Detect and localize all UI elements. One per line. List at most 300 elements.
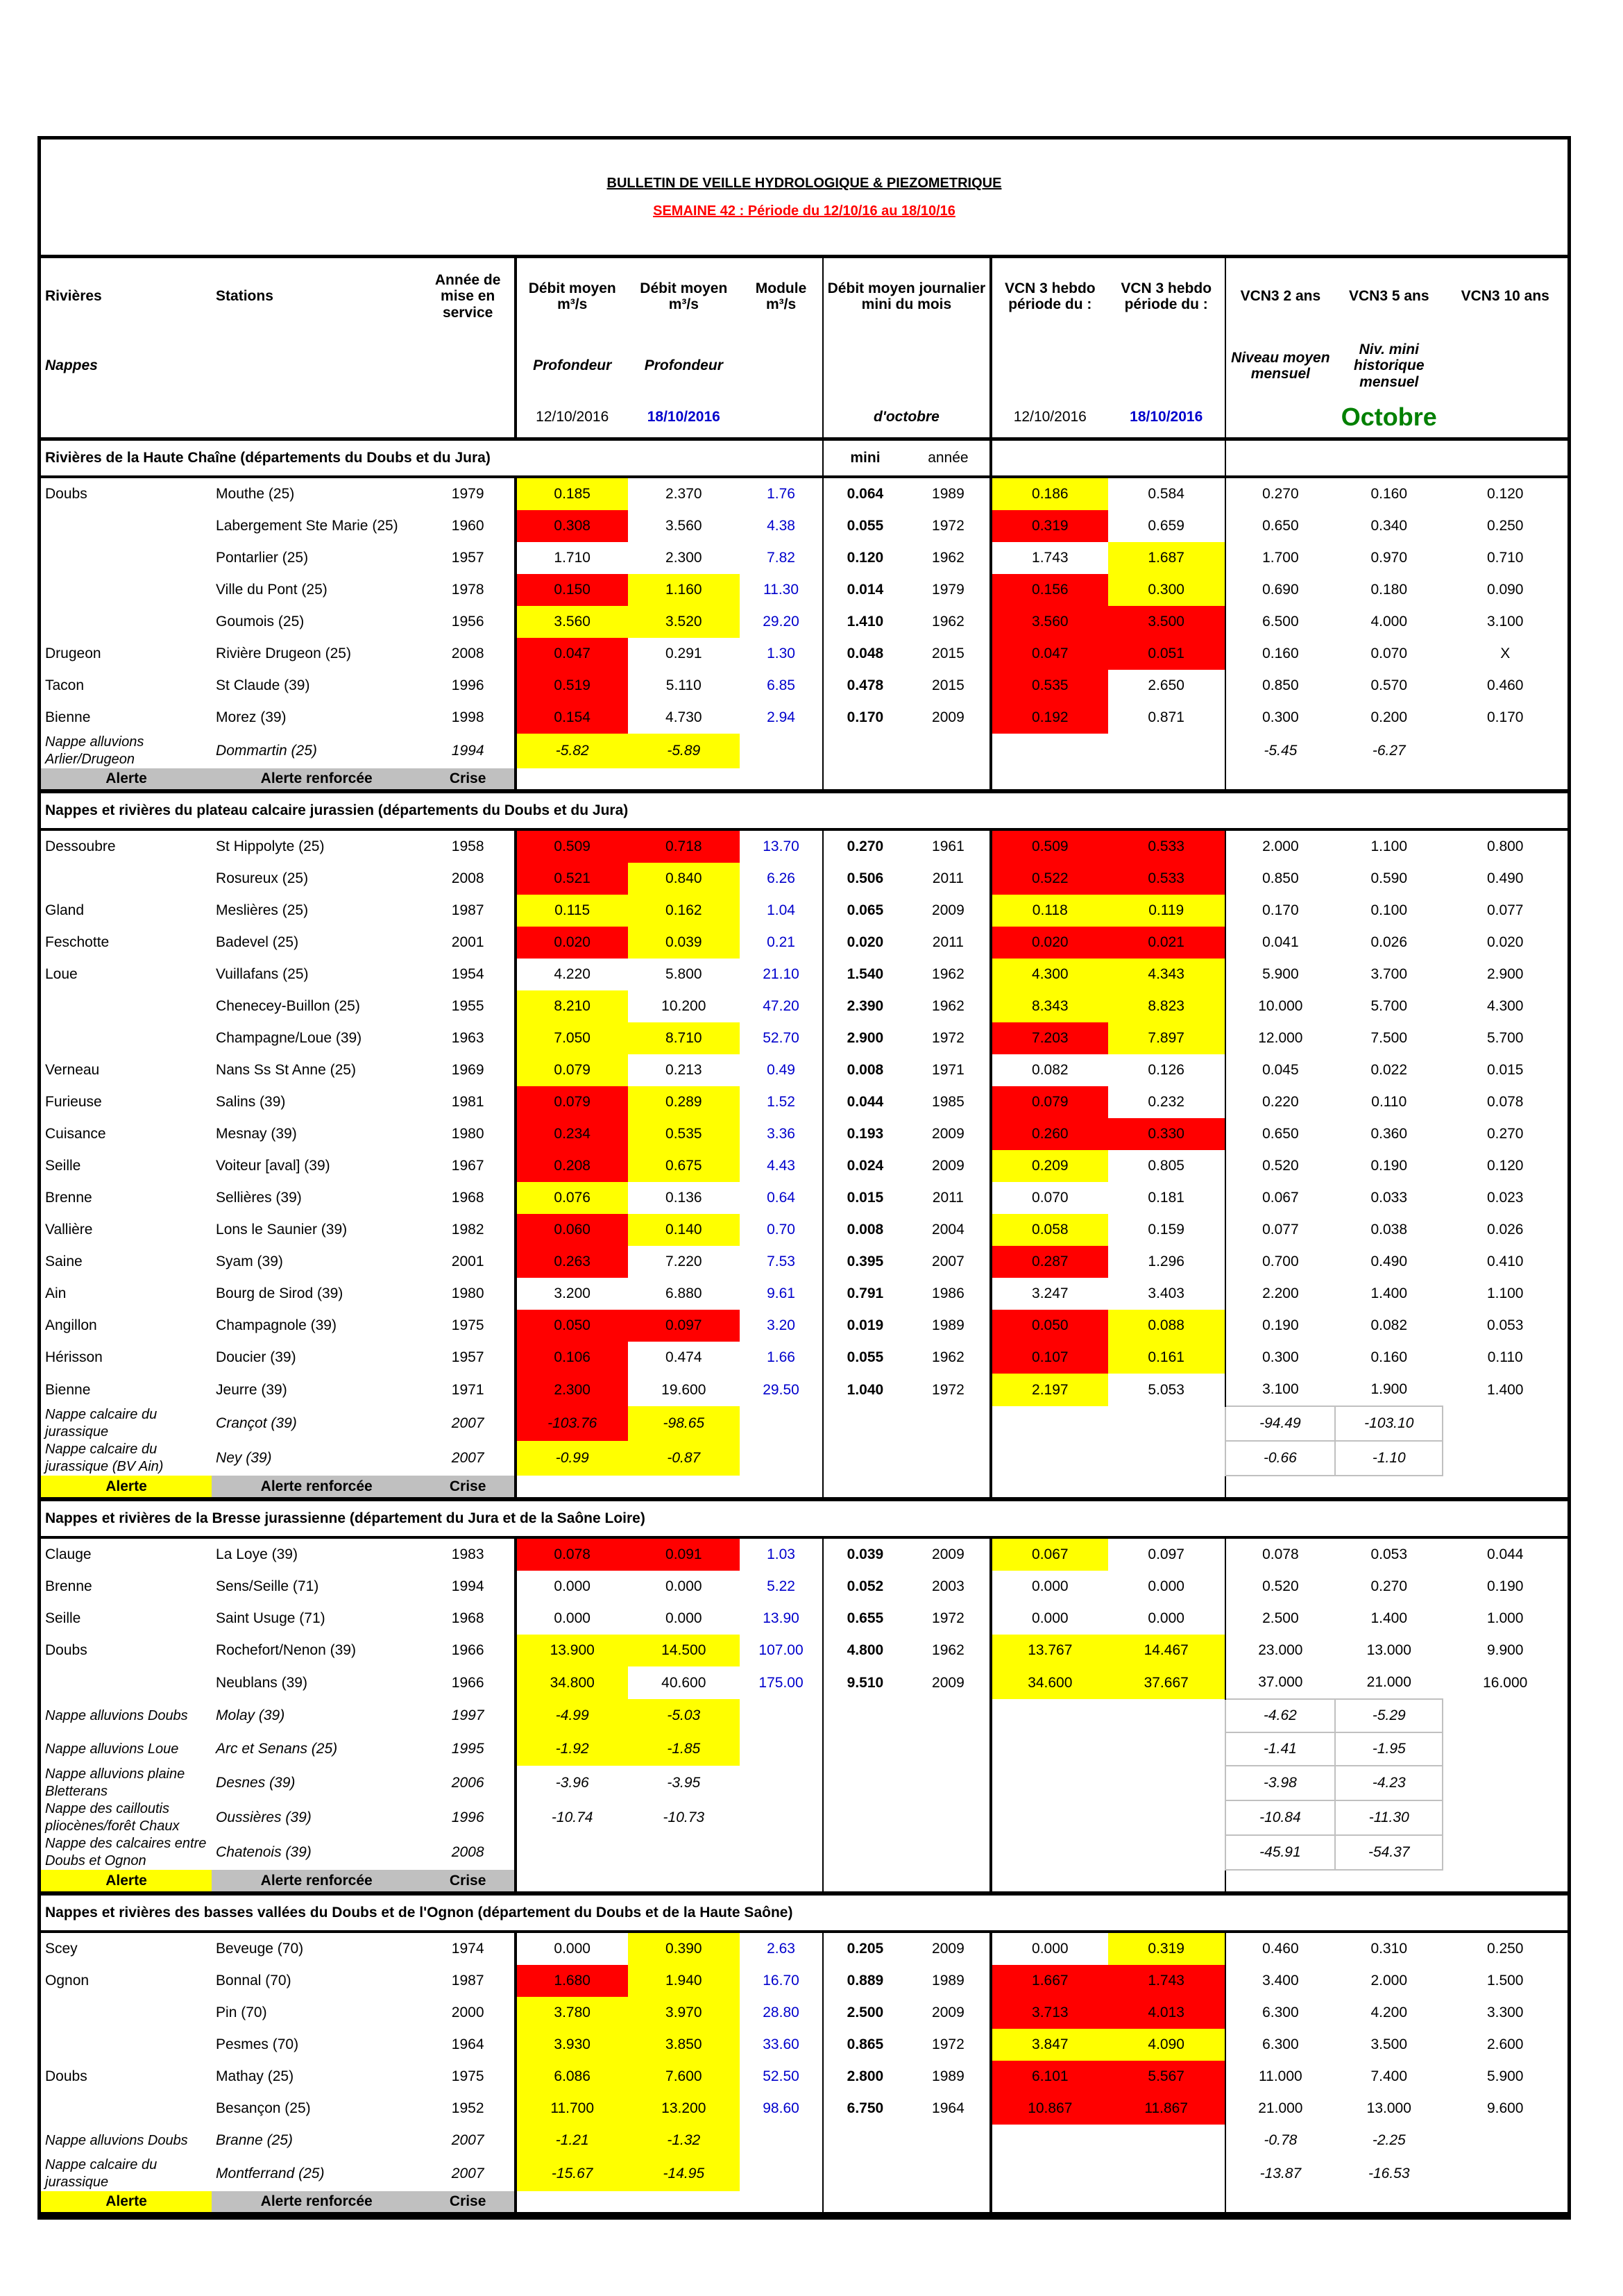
vcn3-5ans: 0.200 [1370,709,1408,726]
vcn3-10ans: 0.020 [1486,934,1524,951]
vcn3-5ans: 7.500 [1370,1030,1408,1047]
empty-cell [991,1699,1225,1732]
vcn3-10ans: 4.300 [1486,998,1524,1015]
vcn3-2ans: 0.650 [1225,1118,1335,1150]
module-value: 0.21 [767,934,795,951]
module-value: 1.52 [767,1094,795,1111]
aquifer-name: Nappe des calcaires entre Doubs et Ognon [45,1836,207,1868]
flow-12-10: 0.000 [516,1932,628,1965]
flow-18-10: 19.600 [661,1381,706,1398]
module-value: 1.04 [767,902,795,919]
empty-cell [991,768,1225,791]
niveau-moyen-mensuel: -1.41 [1225,1732,1335,1766]
vcn3-10ans: 0.800 [1486,838,1524,855]
station-row [41,1342,1567,1374]
year-in-service: 2007 [451,2132,484,2149]
vcn3-10ans: 1.400 [1486,1381,1524,1398]
vcn3-10ans: 0.460 [1486,677,1524,694]
station-name: Besançon (25) [216,2100,311,2117]
river-name: Saine [45,1253,83,1270]
station-name: Mesnay (39) [216,1126,297,1142]
station-row [41,574,1567,606]
flow-18-10: 4.730 [665,709,702,726]
module-value: 7.53 [767,1253,795,1270]
aquifer-name: Nappe alluvions Loue [45,1741,179,1757]
module-value: 16.70 [763,1973,799,1989]
legend-alerte: Alerte [41,1476,212,1499]
title-block [41,140,1567,257]
flow-12-10: 0.115 [516,895,628,927]
vcn3-12-10: 0.079 [991,1086,1108,1118]
flow-12-10: 11.700 [516,2093,628,2125]
station-row [41,2029,1567,2061]
min-flow-year: 1962 [932,998,965,1015]
aquifer-name: Nappe calcaire du jurassique [45,1407,158,1440]
year-in-service: 1963 [451,1030,484,1047]
station-name: Ville du Pont (25) [216,582,328,598]
col-profondeur1: Profondeur [516,335,628,397]
flow-18-10: 10.200 [661,998,706,1015]
river-name: Scey [45,1941,78,1957]
vcn3-12-10: 3.713 [991,1997,1108,2029]
module-value: 52.50 [763,2068,799,2085]
module-value: 107.00 [758,1642,804,1659]
module-value: 9.61 [767,1285,795,1302]
depth-12-10 [516,1835,628,1870]
col-debit-mini: Débit moyen journalier mini du mois [823,257,991,335]
station-row [41,510,1567,542]
empty-cell [823,1441,991,1476]
flow-18-10: 0.840 [628,863,740,895]
river-name [41,2029,212,2061]
vcn3-2ans: 0.045 [1225,1054,1335,1086]
vcn3-18-10: 2.650 [1148,677,1184,694]
niveau-moyen-mensuel: -3.98 [1225,1766,1335,1800]
vcn3-5ans: 0.490 [1370,1253,1408,1270]
river-name: Furieuse [45,1094,102,1111]
module-value: 52.70 [763,1030,799,1047]
empty-cell [991,1835,1225,1870]
flow-18-10: 8.710 [628,1022,740,1054]
station-row [41,1571,1567,1603]
min-flow-year: 1962 [932,614,965,630]
vcn3-18-10: 14.467 [1108,1635,1225,1666]
river-name: Angillon [45,1317,97,1334]
river-name: Dessoubre [45,838,116,855]
nappe-row [41,1732,1567,1766]
vcn3-5ans: 0.100 [1370,902,1408,919]
year-in-service: 1975 [451,1317,484,1334]
vcn3-18-10: 0.088 [1108,1310,1225,1342]
min-flow-year: 1972 [932,518,965,534]
station-row [41,2061,1567,2093]
label-annee-min: année [907,439,991,478]
year-in-service: 1966 [451,1642,484,1659]
depth-12-10: -103.76 [516,1406,628,1441]
col-debit2: Débit moyen m³/s [640,280,728,312]
river-name: Hérisson [45,1349,103,1366]
vcn3-5ans: 0.038 [1370,1222,1408,1238]
niveau-moyen-mensuel: -0.78 [1225,2125,1335,2156]
vcn3-10ans: 0.120 [1486,1158,1524,1174]
vcn3-18-10: 0.319 [1108,1932,1225,1965]
vcn3-12-10: 0.082 [991,1054,1108,1086]
empty-cell [991,1766,1225,1800]
flow-12-10: 0.078 [516,1537,628,1571]
min-daily-flow: 0.205 [823,1932,907,1965]
vcn3-10ans: 0.490 [1486,870,1524,887]
vcn3-18-10: 0.051 [1108,638,1225,670]
min-flow-year: 2011 [932,1190,964,1206]
empty-cell [1443,1441,1567,1476]
year-in-service: 1974 [451,1941,484,1957]
vcn3-10ans: 0.250 [1486,518,1524,534]
empty-cell [991,2125,1225,2156]
date-vcn2: 18/10/2016 [1108,397,1225,439]
vcn3-12-10: 1.743 [991,542,1108,574]
flow-18-10: 3.850 [628,2029,740,2061]
vcn3-5ans: 1.400 [1370,1610,1408,1627]
year-in-service: 1957 [451,1349,484,1366]
legend-alerte: Alerte [41,768,212,791]
min-flow-year: 2009 [932,1546,965,1563]
station-row [41,1603,1567,1635]
station-name: Champagne/Loue (39) [216,1030,362,1047]
col-vcn3-2ans: VCN3 2 ans [1225,257,1335,335]
label-doctobre: d'octobre [823,397,991,439]
river-name: Drugeon [45,645,101,662]
flow-18-10: 13.200 [628,2093,740,2125]
aquifer-name: Nappe alluvions Doubs [45,2132,188,2148]
vcn3-18-10: 5.567 [1108,2061,1225,2093]
depth-18-10: -98.65 [628,1406,740,1441]
vcn3-12-10: 0.192 [991,702,1108,734]
year-in-service: 1980 [451,1285,484,1302]
empty-cell [740,1406,823,1441]
vcn3-2ans: 11.000 [1225,2061,1335,2093]
vcn3-2ans: 37.000 [1225,1666,1335,1699]
label-octobre: Octobre [1335,397,1443,439]
flow-18-10: 0.091 [628,1537,740,1571]
year-in-service: 2000 [451,2004,484,2021]
station-row [41,1246,1567,1278]
empty-cell [823,1766,991,1800]
col-niveau-moyen: Niveau moyen mensuel [1225,335,1335,397]
vcn3-12-10: 0.000 [991,1603,1108,1635]
flow-12-10: 2.300 [516,1374,628,1406]
empty-cell [1225,768,1567,791]
station-row [41,1214,1567,1246]
flow-12-10: 7.050 [516,1022,628,1054]
year-in-service: 1979 [451,486,484,503]
empty-cell [991,1732,1225,1766]
vcn3-2ans: 0.850 [1225,670,1335,702]
nappe-row [41,1699,1567,1732]
depth-12-10: -15.67 [516,2156,628,2191]
min-flow-year: 2009 [932,2004,965,2021]
module-value: 7.82 [767,550,795,566]
vcn3-12-10: 0.509 [991,829,1108,863]
vcn3-10ans: 0.170 [1486,709,1524,726]
vcn3-5ans: 0.033 [1370,1190,1408,1206]
station-row [41,1278,1567,1310]
river-name: Vallière [45,1222,93,1238]
bulletin-table [41,140,1567,2216]
depth-12-10: -1.92 [516,1732,628,1766]
empty-cell [1443,1406,1567,1441]
vcn3-18-10: 0.871 [1148,709,1184,726]
vcn3-18-10: 0.232 [1148,1094,1184,1111]
vcn3-12-10: 8.343 [991,990,1108,1022]
min-flow-year: 1962 [932,966,965,983]
section-header [41,439,1567,478]
vcn3-10ans: 0.077 [1486,902,1524,919]
min-daily-flow: 0.008 [823,1054,907,1086]
vcn3-12-10: 0.287 [991,1246,1108,1278]
col-profondeur2: Profondeur [644,357,723,374]
flow-12-10: 0.060 [516,1214,628,1246]
year-in-service: 1998 [451,709,484,726]
niv-mini-historique: -16.53 [1368,2166,1410,2182]
min-daily-flow: 0.044 [823,1086,907,1118]
empty-cell [823,768,991,791]
flow-12-10: 3.780 [516,1997,628,2029]
station-name: Meslières (25) [216,902,309,919]
vcn3-12-10: 0.047 [991,638,1108,670]
col-vcn3-10ans: VCN3 10 ans [1461,288,1549,305]
niveau-moyen-mensuel: -10.84 [1225,1800,1335,1835]
vcn3-18-10: 5.053 [1148,1381,1184,1398]
vcn3-12-10: 10.867 [991,2093,1108,2125]
empty-cell [991,1870,1225,1893]
vcn3-2ans: 0.078 [1225,1537,1335,1571]
vcn3-2ans: 0.460 [1225,1932,1335,1965]
flow-12-10: 0.047 [516,638,628,670]
vcn3-12-10: 0.319 [991,510,1108,542]
empty-cell [740,1441,823,1476]
vcn3-12-10: 4.300 [991,959,1108,990]
year-in-service: 1960 [451,518,484,534]
depth-12-10: -4.99 [516,1699,628,1732]
nappe-row [41,2156,1567,2191]
vcn3-10ans: 1.000 [1486,1610,1524,1627]
vcn3-12-10: 0.156 [991,574,1108,606]
bulletin-title: BULLETIN DE VEILLE HYDROLOGIQUE & PIEZOMETRIQUE [606,176,1002,191]
vcn3-2ans: 6.300 [1225,1997,1335,2029]
bulletin-subtitle: SEMAINE 42 : Période du 12/10/16 au 18/10/16 [653,203,955,219]
year-in-service: 1980 [451,1126,484,1142]
flow-12-10: 1.680 [516,1965,628,1997]
depth-18-10: -10.73 [663,1809,705,1826]
min-flow-year: 2015 [932,645,965,662]
vcn3-10ans: 5.900 [1486,2068,1524,2085]
min-flow-year: 1989 [932,486,965,503]
vcn3-18-10: 1.687 [1108,542,1225,574]
flow-18-10: 0.213 [665,1062,702,1079]
station-name: Nans Ss St Anne (25) [216,1062,356,1079]
vcn3-12-10: 0.067 [991,1537,1108,1571]
flow-18-10: 3.970 [628,1997,740,2029]
station-row [41,477,1567,510]
nappe-row [41,1766,1567,1800]
station-row [41,1997,1567,2029]
river-name: Loue [45,966,78,983]
flow-12-10: 0.106 [516,1342,628,1374]
vcn3-18-10: 0.097 [1148,1546,1184,1563]
vcn3-18-10: 7.897 [1108,1022,1225,1054]
nappe-row [41,1441,1567,1476]
empty-cell [740,1766,823,1800]
vcn3-2ans: 10.000 [1225,990,1335,1022]
station-row [41,1635,1567,1666]
empty-cell [740,734,823,768]
header-row-1 [41,257,1567,335]
flow-12-10: 0.509 [516,829,628,863]
vcn3-18-10: 37.667 [1108,1666,1225,1699]
vcn3-12-10: 34.600 [991,1666,1108,1699]
station-name: La Loye (39) [216,1546,298,1563]
vcn3-10ans: 0.044 [1486,1546,1524,1563]
flow-12-10: 34.800 [516,1666,628,1699]
vcn3-2ans: 2.500 [1225,1603,1335,1635]
empty-cell [991,1476,1225,1499]
min-flow-year: 2011 [932,934,964,951]
col-annee: Année de mise en service [434,272,501,321]
station-name: Labergement Ste Marie (25) [216,518,398,534]
vcn3-10ans: 0.270 [1486,1126,1524,1142]
col-rivieres: Rivières [45,288,102,305]
station-name: Beveuge (70) [216,1941,304,1957]
min-daily-flow: 2.900 [823,1022,907,1054]
section-title: Nappes et rivières de la Bresse jurassienne (département du Jura et de la Saône Loire) [41,1499,1567,1537]
station-name: Montferrand (25) [216,2166,325,2182]
min-daily-flow: 0.048 [823,638,907,670]
module-value: 1.76 [767,486,795,503]
vcn3-2ans: 0.300 [1225,702,1335,734]
flow-12-10: 13.900 [516,1635,628,1666]
niv-mini-historique: -1.10 [1335,1441,1443,1476]
section-title: Nappes et rivières des basses vallées du Doubs et de l'Ognon (département du Doubs et de la Haute Saône) [41,1893,1567,1932]
aquifer-name: Nappe des cailloutis pliocènes/forêt Chaux [45,1801,180,1834]
year-in-service: 1982 [451,1222,484,1238]
empty-cell [1443,1699,1567,1732]
vcn3-5ans: 13.000 [1366,1642,1411,1659]
station-name: Doucier (39) [216,1349,296,1366]
flow-12-10: 0.000 [516,1603,628,1635]
module-value: 4.43 [767,1158,795,1174]
depth-12-10: -0.99 [516,1441,628,1476]
river-name: Ognon [45,1973,90,1989]
river-name [41,1666,212,1699]
module-value: 47.20 [763,998,799,1015]
station-name: Chenecey-Buillon (25) [216,998,360,1015]
module-value: 0.49 [767,1062,795,1079]
empty-cell [740,1835,823,1870]
station-name: Rosureux (25) [216,870,309,887]
flow-12-10: 0.079 [516,1054,628,1086]
section-header [41,1893,1567,1932]
vcn3-18-10: 0.584 [1148,486,1184,503]
empty-cell [823,1406,991,1441]
flow-18-10: 0.000 [665,1610,702,1627]
river-name: Doubs [45,2068,87,2085]
vcn3-10ans: 0.120 [1486,486,1524,503]
module-value: 33.60 [763,2036,799,2053]
vcn3-5ans: 0.190 [1370,1158,1408,1174]
river-name [41,606,212,638]
module-value: 6.26 [767,870,795,887]
vcn3-18-10: 4.343 [1108,959,1225,990]
flow-18-10: 0.097 [628,1310,740,1342]
vcn3-2ans: 3.100 [1225,1374,1335,1406]
year-in-service: 2007 [451,1450,484,1467]
depth-18-10: -1.32 [628,2125,740,2156]
min-daily-flow: 1.040 [823,1374,907,1406]
vcn3-18-10: 0.126 [1148,1062,1184,1079]
flow-18-10: 3.560 [665,518,702,534]
flow-12-10: 0.076 [516,1182,628,1214]
niv-mini-historique: -1.95 [1335,1732,1443,1766]
flow-12-10: 0.050 [516,1310,628,1342]
station-row [41,895,1567,927]
river-name: Cuisance [45,1126,106,1142]
min-daily-flow: 0.193 [823,1118,907,1150]
flow-18-10: 7.220 [665,1253,702,1270]
empty-cell [823,734,991,768]
station-row [41,670,1567,702]
min-daily-flow: 0.020 [823,927,907,959]
legend-crise: Crise [421,1870,516,1893]
depth-18-10: -5.03 [628,1699,740,1732]
vcn3-18-10: 0.000 [1148,1578,1184,1595]
vcn3-10ans: 0.710 [1486,550,1524,566]
min-daily-flow: 0.024 [823,1150,907,1182]
depth-18-10: -14.95 [628,2156,740,2191]
flow-18-10: 0.000 [665,1578,702,1595]
station-row [41,1666,1567,1699]
river-name [41,2093,212,2125]
min-daily-flow: 0.065 [823,895,907,927]
vcn3-12-10: 1.667 [991,1965,1108,1997]
vcn3-18-10: 4.013 [1108,1997,1225,2029]
min-daily-flow: 0.052 [823,1571,907,1603]
flow-18-10: 7.600 [628,2061,740,2093]
module-value: 1.30 [767,645,795,662]
year-in-service: 1968 [451,1610,484,1627]
legend-crise: Crise [421,1476,516,1499]
vcn3-18-10: 0.533 [1108,829,1225,863]
flow-12-10: 0.519 [516,670,628,702]
station-row [41,1054,1567,1086]
legend-alerte-renforcee: Alerte renforcée [212,1476,421,1499]
col-module: Module m³/s [755,280,807,312]
year-in-service: 1995 [451,1741,484,1757]
min-daily-flow: 0.655 [823,1603,907,1635]
min-daily-flow: 0.055 [823,1342,907,1374]
vcn3-18-10: 4.090 [1108,2029,1225,2061]
flow-12-10: 0.079 [516,1086,628,1118]
min-flow-year: 1972 [932,1610,965,1627]
vcn3-5ans: 0.270 [1370,1578,1408,1595]
module-value: 2.63 [767,1941,795,1957]
empty-cell [1443,734,1567,768]
year-in-service: 2006 [451,1775,484,1791]
vcn3-10ans: 9.900 [1486,1642,1524,1659]
col-vcn3-5ans: VCN3 5 ans [1348,288,1429,305]
vcn3-5ans: 0.160 [1370,1349,1408,1366]
min-flow-year: 1989 [932,1317,965,1334]
niveau-moyen-mensuel: -13.87 [1225,2156,1335,2191]
